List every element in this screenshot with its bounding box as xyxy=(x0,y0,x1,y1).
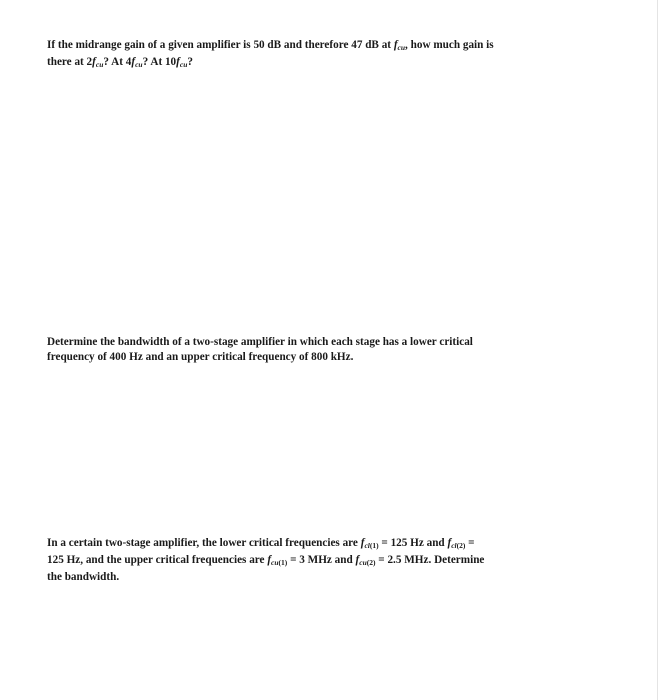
problem-1-line-1: If the midrange gain of a given amplifier is 50 dB and therefore 47 dB at $f_{cu}$, how much gain is xyxy=(47,39,494,52)
problem-3-line-3: the bandwidth. xyxy=(47,571,120,583)
problem-3-line-2: 125 Hz, and the upper critical frequencies are $f_{cu(1)} = 3$ MHz and $f_{cu(2)} = 2.5$ MHz. Determine xyxy=(47,554,485,567)
problem-2-line-1: Determine the bandwidth of a two-stage amplifier in which each stage has a lower critical xyxy=(47,336,473,348)
problem-critical-frequencies-bandwidth xyxy=(47,536,607,585)
page-right-edge xyxy=(657,0,658,700)
problem-gain-at-cutoff xyxy=(47,38,607,72)
problem-two-stage-bandwidth xyxy=(47,335,607,365)
problem-2-line-2: frequency of 400 Hz and an upper critical frequency of 800 kHz. xyxy=(47,351,354,363)
problem-1-line-2: there at $2f_{cu}$? At $4f_{cu}$? At $10f_{cu}$? xyxy=(47,56,193,69)
problem-3-line-1: In a certain two-stage amplifier, the lower critical frequencies are $f_{cl(1)} = 125$ Hz and $f_{cl(2)}$ = xyxy=(47,537,475,550)
